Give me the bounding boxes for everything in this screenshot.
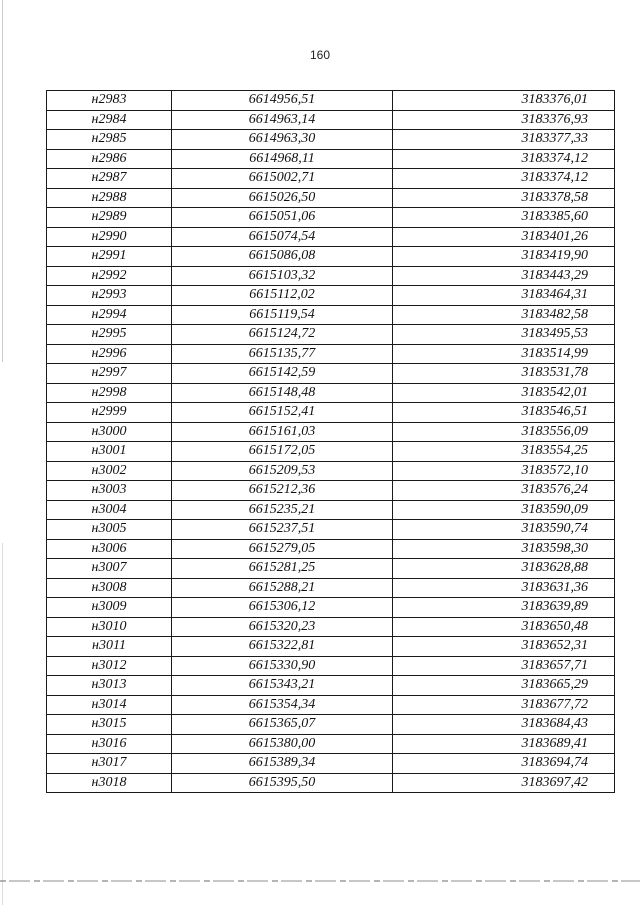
- x-coordinate-cell: 6615002,71: [172, 169, 393, 189]
- x-coordinate-cell: 6615112,02: [172, 286, 393, 306]
- table-row: [47, 442, 615, 462]
- point-name-cell: н2983: [47, 91, 172, 111]
- table-row: [47, 247, 615, 267]
- point-name-cell: н3017: [47, 754, 172, 774]
- point-name-cell: н2984: [47, 110, 172, 130]
- scan-edge: [2, 0, 3, 905]
- x-coordinate-cell: 6615142,59: [172, 364, 393, 384]
- point-name-cell: н2988: [47, 188, 172, 208]
- y-coordinate-cell: 3183689,41: [393, 734, 615, 754]
- x-coordinate-cell: 6615235,21: [172, 500, 393, 520]
- y-coordinate-cell: 3183546,51: [393, 403, 615, 423]
- point-name-cell: н2996: [47, 344, 172, 364]
- point-name-cell: н3011: [47, 637, 172, 657]
- point-name-cell: н3004: [47, 500, 172, 520]
- x-coordinate-cell: 6615051,06: [172, 208, 393, 228]
- x-coordinate-cell: 6615026,50: [172, 188, 393, 208]
- point-name-cell: н3003: [47, 481, 172, 501]
- point-name-cell: н2985: [47, 130, 172, 150]
- x-coordinate-cell: 6615343,21: [172, 676, 393, 696]
- x-coordinate-cell: 6615161,03: [172, 422, 393, 442]
- point-name-cell: н2998: [47, 383, 172, 403]
- y-coordinate-cell: 3183598,30: [393, 539, 615, 559]
- point-name-cell: н3001: [47, 442, 172, 462]
- point-name-cell: н2992: [47, 266, 172, 286]
- table-row: [47, 539, 615, 559]
- y-coordinate-cell: 3183572,10: [393, 461, 615, 481]
- point-name-cell: н3016: [47, 734, 172, 754]
- table-row: [47, 227, 615, 247]
- x-coordinate-cell: 6615389,34: [172, 754, 393, 774]
- point-name-cell: н2991: [47, 247, 172, 267]
- y-coordinate-cell: 3183652,31: [393, 637, 615, 657]
- y-coordinate-cell: 3183684,43: [393, 715, 615, 735]
- x-coordinate-cell: 6615119,54: [172, 305, 393, 325]
- y-coordinate-cell: 3183378,58: [393, 188, 615, 208]
- x-coordinate-cell: 6615354,34: [172, 695, 393, 715]
- point-name-cell: н3018: [47, 773, 172, 793]
- y-coordinate-cell: 3183374,12: [393, 149, 615, 169]
- y-coordinate-cell: 3183694,74: [393, 754, 615, 774]
- y-coordinate-cell: 3183639,89: [393, 598, 615, 618]
- table-row: [47, 169, 615, 189]
- table-row: [47, 520, 615, 540]
- point-name-cell: н2994: [47, 305, 172, 325]
- x-coordinate-cell: 6614963,30: [172, 130, 393, 150]
- point-name-cell: н3007: [47, 559, 172, 579]
- y-coordinate-cell: 3183376,93: [393, 110, 615, 130]
- x-coordinate-cell: 6615212,36: [172, 481, 393, 501]
- table-row: [47, 676, 615, 696]
- point-name-cell: н3012: [47, 656, 172, 676]
- table-row: [47, 637, 615, 657]
- y-coordinate-cell: 3183443,29: [393, 266, 615, 286]
- y-coordinate-cell: 3183631,36: [393, 578, 615, 598]
- scan-artifact-line: [0, 880, 640, 882]
- point-name-cell: н2990: [47, 227, 172, 247]
- y-coordinate-cell: 3183576,24: [393, 481, 615, 501]
- y-coordinate-cell: 3183657,71: [393, 656, 615, 676]
- table-row: [47, 695, 615, 715]
- table-row: [47, 461, 615, 481]
- point-name-cell: н3000: [47, 422, 172, 442]
- table-row: [47, 130, 615, 150]
- y-coordinate-cell: 3183495,53: [393, 325, 615, 345]
- y-coordinate-cell: 3183401,26: [393, 227, 615, 247]
- point-name-cell: н2993: [47, 286, 172, 306]
- x-coordinate-cell: 6615306,12: [172, 598, 393, 618]
- y-coordinate-cell: 3183419,90: [393, 247, 615, 267]
- x-coordinate-cell: 6614956,51: [172, 91, 393, 111]
- point-name-cell: н2989: [47, 208, 172, 228]
- table-row: [47, 559, 615, 579]
- table-row: [47, 754, 615, 774]
- x-coordinate-cell: 6614968,11: [172, 149, 393, 169]
- table-row: [47, 188, 615, 208]
- table-row: [47, 500, 615, 520]
- x-coordinate-cell: 6615288,21: [172, 578, 393, 598]
- y-coordinate-cell: 3183482,58: [393, 305, 615, 325]
- y-coordinate-cell: 3183697,42: [393, 773, 615, 793]
- point-name-cell: н3013: [47, 676, 172, 696]
- y-coordinate-cell: 3183542,01: [393, 383, 615, 403]
- table-row: [47, 266, 615, 286]
- table-row: [47, 578, 615, 598]
- y-coordinate-cell: 3183374,12: [393, 169, 615, 189]
- point-name-cell: н3015: [47, 715, 172, 735]
- coordinates-table: [46, 90, 615, 793]
- table-row: [47, 403, 615, 423]
- table-row: [47, 656, 615, 676]
- point-name-cell: н3006: [47, 539, 172, 559]
- table-row: [47, 208, 615, 228]
- table-row: [47, 598, 615, 618]
- table-row: [47, 149, 615, 169]
- table-row: [47, 286, 615, 306]
- y-coordinate-cell: 3183554,25: [393, 442, 615, 462]
- x-coordinate-cell: 6615074,54: [172, 227, 393, 247]
- x-coordinate-cell: 6615103,32: [172, 266, 393, 286]
- x-coordinate-cell: 6615209,53: [172, 461, 393, 481]
- coordinates-table-body: [47, 91, 615, 793]
- page-number: 160: [309, 48, 331, 62]
- y-coordinate-cell: 3183385,60: [393, 208, 615, 228]
- table-row: [47, 325, 615, 345]
- point-name-cell: н3009: [47, 598, 172, 618]
- y-coordinate-cell: 3183556,09: [393, 422, 615, 442]
- x-coordinate-cell: 6615380,00: [172, 734, 393, 754]
- point-name-cell: н2997: [47, 364, 172, 384]
- point-name-cell: н3014: [47, 695, 172, 715]
- y-coordinate-cell: 3183590,74: [393, 520, 615, 540]
- x-coordinate-cell: 6615320,23: [172, 617, 393, 637]
- x-coordinate-cell: 6615365,07: [172, 715, 393, 735]
- x-coordinate-cell: 6615152,41: [172, 403, 393, 423]
- y-coordinate-cell: 3183531,78: [393, 364, 615, 384]
- table-row: [47, 91, 615, 111]
- table-row: [47, 305, 615, 325]
- point-name-cell: н2999: [47, 403, 172, 423]
- point-name-cell: н2986: [47, 149, 172, 169]
- point-name-cell: н3008: [47, 578, 172, 598]
- x-coordinate-cell: 6615124,72: [172, 325, 393, 345]
- y-coordinate-cell: 3183464,31: [393, 286, 615, 306]
- x-coordinate-cell: 6615237,51: [172, 520, 393, 540]
- table-row: [47, 422, 615, 442]
- table-row: [47, 110, 615, 130]
- x-coordinate-cell: 6615281,25: [172, 559, 393, 579]
- table-row: [47, 734, 615, 754]
- point-name-cell: н3005: [47, 520, 172, 540]
- x-coordinate-cell: 6615148,48: [172, 383, 393, 403]
- x-coordinate-cell: 6615279,05: [172, 539, 393, 559]
- x-coordinate-cell: 6615330,90: [172, 656, 393, 676]
- y-coordinate-cell: 3183628,88: [393, 559, 615, 579]
- table-row: [47, 773, 615, 793]
- y-coordinate-cell: 3183514,99: [393, 344, 615, 364]
- x-coordinate-cell: 6615172,05: [172, 442, 393, 462]
- table-row: [47, 617, 615, 637]
- y-coordinate-cell: 3183665,29: [393, 676, 615, 696]
- y-coordinate-cell: 3183376,01: [393, 91, 615, 111]
- point-name-cell: н2995: [47, 325, 172, 345]
- point-name-cell: н3010: [47, 617, 172, 637]
- x-coordinate-cell: 6614963,14: [172, 110, 393, 130]
- table-row: [47, 481, 615, 501]
- y-coordinate-cell: 3183677,72: [393, 695, 615, 715]
- point-name-cell: н2987: [47, 169, 172, 189]
- point-name-cell: н3002: [47, 461, 172, 481]
- y-coordinate-cell: 3183650,48: [393, 617, 615, 637]
- table-row: [47, 344, 615, 364]
- table-row: [47, 364, 615, 384]
- y-coordinate-cell: 3183377,33: [393, 130, 615, 150]
- table-row: [47, 383, 615, 403]
- y-coordinate-cell: 3183590,09: [393, 500, 615, 520]
- x-coordinate-cell: 6615322,81: [172, 637, 393, 657]
- x-coordinate-cell: 6615395,50: [172, 773, 393, 793]
- x-coordinate-cell: 6615135,77: [172, 344, 393, 364]
- x-coordinate-cell: 6615086,08: [172, 247, 393, 267]
- table-row: [47, 715, 615, 735]
